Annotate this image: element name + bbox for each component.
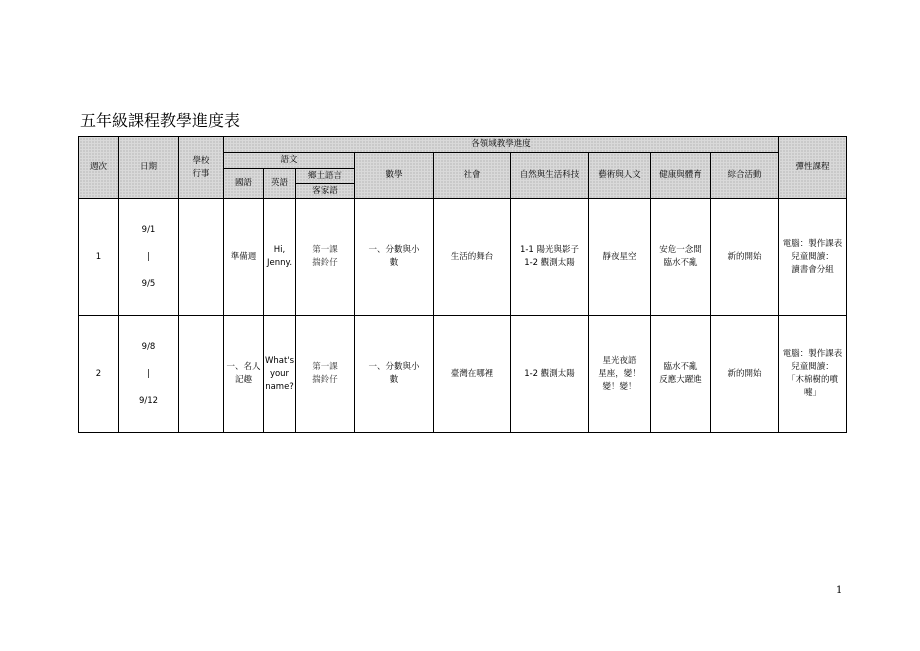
- header-school-events: 學校 行事: [179, 137, 224, 199]
- elective-cell: 電腦：製作課表 兒童閱讀： 「木棉樹的噴 嚏」: [779, 316, 847, 433]
- science-cell: 1-2 觀測太陽: [511, 316, 589, 433]
- arts-cell: 靜夜星空: [589, 199, 651, 316]
- social-cell: 生活的舞台: [434, 199, 511, 316]
- social-cell: 臺灣在哪裡: [434, 316, 511, 433]
- health-cell: 安危一念間 臨水不亂: [651, 199, 711, 316]
- school-events-cell: [179, 316, 224, 433]
- mandarin-cell: 準備週: [224, 199, 264, 316]
- date-cell: 9/8 | 9/12: [119, 316, 179, 433]
- science-cell: 1-1 陽光與影子 1-2 觀測太陽: [511, 199, 589, 316]
- header-integrative: 綜合活動: [711, 153, 779, 199]
- header-mandarin: 國語: [224, 169, 264, 199]
- header-social: 社會: [434, 153, 511, 199]
- header-health: 健康與體育: [651, 153, 711, 199]
- integrative-cell: 新的開始: [711, 316, 779, 433]
- header-hakka: 客家語: [296, 184, 355, 199]
- header-math: 數學: [355, 153, 434, 199]
- header-science: 自然與生活科技: [511, 153, 589, 199]
- week-cell: 1: [79, 199, 119, 316]
- arts-cell: 星光夜語 星座，變！ 變！變！: [589, 316, 651, 433]
- english-cell: What's your name?: [264, 316, 296, 433]
- header-elective: 彈性課程: [779, 137, 847, 199]
- table-row: [79, 199, 847, 316]
- date-cell: 9/1 | 9/5: [119, 199, 179, 316]
- hakka-cell: 第一課 揣鈴仔: [296, 199, 355, 316]
- curriculum-table: [78, 136, 847, 433]
- math-cell: 一、分數與小 數: [355, 316, 434, 433]
- page-number: 1: [836, 585, 843, 596]
- header-language: 語文: [224, 153, 355, 169]
- elective-cell: 電腦：製作課表 兒童閱讀： 讀書會分組: [779, 199, 847, 316]
- integrative-cell: 新的開始: [711, 199, 779, 316]
- header-all-areas: 各領域教學進度: [224, 137, 779, 153]
- mandarin-cell: 一、名人 記趣: [224, 316, 264, 433]
- hakka-cell: 第一課 揣鈴仔: [296, 316, 355, 433]
- health-cell: 臨水不亂 反應大躍進: [651, 316, 711, 433]
- english-cell: Hi, Jenny.: [264, 199, 296, 316]
- header-local-language: 鄉土語言: [296, 169, 355, 184]
- table-row: [79, 316, 847, 433]
- week-cell: 2: [79, 316, 119, 433]
- page-title: 五年級課程教學進度表: [80, 111, 241, 130]
- school-events-cell: [179, 199, 224, 316]
- header-week: 週次: [79, 137, 119, 199]
- header-arts: 藝術與人文: [589, 153, 651, 199]
- math-cell: 一、分數與小 數: [355, 199, 434, 316]
- header-date: 日期: [119, 137, 179, 199]
- header-english: 英語: [264, 169, 296, 199]
